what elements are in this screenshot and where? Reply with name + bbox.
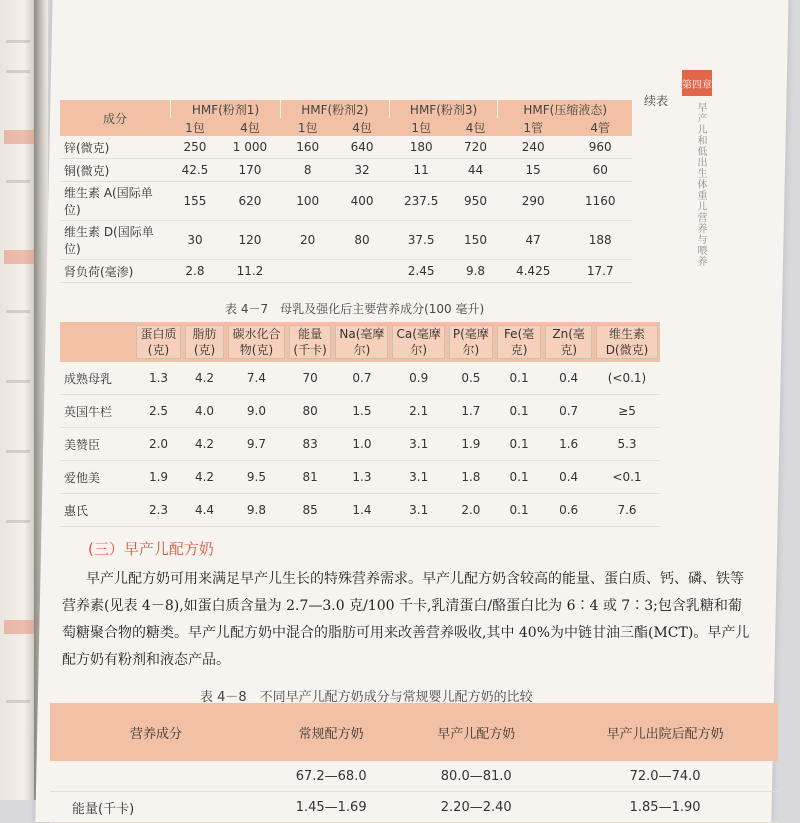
hmf-nutrient-table [60,100,632,283]
table-cell: 155 [171,182,220,221]
row-label: 爱他美 [60,461,134,494]
table2-header-label: 脂肪(克) [185,325,224,359]
table-cell: 11.2 [219,260,280,283]
table1-subhead: 4包 [352,120,372,135]
table-cell: 160 [280,136,334,159]
table2-header-label: Zn(毫克) [545,325,592,359]
table-cell: 2.8 [171,260,220,283]
table2-header-label: 能量(千卡) [289,325,332,359]
table1-subhead: 1包 [411,120,431,135]
table-cell: 72.0—74.0 [552,761,778,792]
table2-header [226,322,287,362]
table-cell: 3.1 [390,428,446,461]
table-cell: 2.45 [389,260,453,283]
table2-corner [60,322,134,362]
table-cell: 0.7 [543,395,594,428]
row-label: 铜(微克) [60,159,171,182]
table-cell: 400 [335,182,389,221]
table-cell: 30 [171,221,220,260]
table-cell: (<0.1) [594,362,660,395]
table2-header [390,322,446,362]
table-cell [335,260,389,283]
table-cell: 0.1 [495,395,543,428]
table-cell: ≥5 [594,395,660,428]
row-label: 惠氏 [60,494,134,527]
table-cell: 4.2 [183,428,226,461]
chapter-side-text: 早产儿和低出生体重儿营养与喂养 [695,102,706,267]
row-label: 维生素 D(国际单位) [60,221,171,260]
table-row [60,362,660,395]
table-cell: 2.1 [390,395,446,428]
row-label: 英国牛栏 [60,395,134,428]
table-cell: 42.5 [171,159,220,182]
table-cell: 17.7 [568,260,632,283]
table-cell: 9.8 [226,494,287,527]
continued-label: 续表 [644,94,669,108]
table-cell: 1.8 [447,461,495,494]
table2-header-label: 蛋白质(克) [136,325,181,359]
table-cell: 3.1 [390,461,446,494]
table-cell: 1.5 [333,395,390,428]
table2-header [594,322,660,362]
table-cell: 290 [498,182,568,221]
table-cell: 180 [389,136,453,159]
table3-header: 早产儿出院后配方奶 [606,726,724,742]
row-label: 肾负荷(毫渗) [60,260,171,283]
table-row [60,182,632,221]
table3-caption: 表 4－8 不同早产儿配方奶成分与常规婴儿配方奶的比较 [200,690,533,705]
table-cell: 80.0—81.0 [400,761,552,792]
chapter-side-tab: 第四章 [682,70,712,96]
table-cell: 1.0 [333,428,390,461]
section-title: (三）早产儿配方奶 [88,540,214,558]
table1-subhead: 1包 [185,120,205,135]
table-cell: 80 [287,395,334,428]
table-cell: 0.1 [495,362,543,395]
row-label [50,761,262,792]
table-cell: <0.1 [594,461,660,494]
table2-header [495,322,543,362]
table-cell: 720 [453,136,498,159]
table-cell: 1 000 [219,136,280,159]
table-cell: 7.4 [226,362,287,395]
table-cell: 2.5 [134,395,183,428]
table-cell: 0.4 [543,362,594,395]
table-cell: 81 [287,461,334,494]
row-label: 锌(微克) [60,136,171,159]
table-cell: 250 [171,136,220,159]
table-cell: 37.5 [389,221,453,260]
table-cell: 100 [280,182,334,221]
formula-comparison-table [50,703,778,823]
table-cell: 960 [568,136,632,159]
row-label: 维生素 A(国际单位) [60,182,171,221]
table1-subhead: 4包 [240,120,260,135]
table2-header [183,322,226,362]
table-cell: 0.9 [390,362,446,395]
table-cell: 85 [287,494,334,527]
table-cell: 1160 [568,182,632,221]
table-cell: 15 [498,159,568,182]
table2-header [447,322,495,362]
table2-header [543,322,594,362]
table2-header-label: 碳水化合物(克) [228,325,285,359]
table-row [60,428,660,461]
table-cell: 32 [335,159,389,182]
table-cell: 1.85—1.90 [552,792,778,823]
table1-subhead: 4包 [465,120,486,135]
table-cell: 47 [498,221,568,260]
table1-group-4: HMF(压缩液态) [498,100,632,118]
table-row [60,395,660,428]
table-cell: 9.8 [453,260,498,283]
table-cell: 11 [389,159,453,182]
table-cell: 1.6 [543,428,594,461]
table-cell: 60 [568,159,632,182]
table2-caption: 表 4－7 母乳及强化后主要营养成分(100 毫升) [225,302,485,316]
table-cell [280,260,334,283]
table1-subhead: 1管 [523,120,543,135]
table-row [60,159,632,182]
table-row [50,761,778,792]
table-cell: 950 [453,182,498,221]
table-cell: 2.0 [447,494,495,527]
table-cell: 237.5 [389,182,453,221]
table-cell: 1.9 [447,428,495,461]
table2-header-label: P(毫摩尔) [449,325,493,359]
table1-group-3: HMF(粉剂3) [389,100,498,118]
table2-header [287,322,334,362]
table-cell: 9.0 [226,395,287,428]
table-cell: 8 [280,159,334,182]
table-cell: 0.4 [543,461,594,494]
table2-header-label: Ca(毫摩尔) [392,325,444,359]
table-cell: 0.1 [495,428,543,461]
table-cell: 5.3 [594,428,660,461]
table3-header: 营养成分 [129,726,182,742]
table2-header-label: 维生素 D(微克) [596,325,658,359]
table-row [60,461,660,494]
body-paragraph: 早产儿配方奶可用来满足早产儿生长的特殊营养需求。早产儿配方奶含较高的能量、蛋白质、钙、磷、铁等营养素(见表 4－8),如蛋白质含量为 2.7—3.0 克/100 千卡,乳清蛋白/酪蛋白比为 6∶4 或 7∶3;包含乳糖和葡萄糖聚合物的糖类。早产儿配方奶中混合的脂肪可用来改善营养吸收,其中 40%为中链甘油三酯(MCT)。早产儿配方奶有粉剂和液态产品。 [62,571,750,668]
table2-header [134,322,183,362]
table-cell: 44 [453,159,498,182]
table-cell: 0.1 [495,494,543,527]
table-cell: 0.7 [333,362,390,395]
table-row [60,494,660,527]
table-cell: 120 [219,221,280,260]
table-cell: 4.2 [183,362,226,395]
row-label: 能量(千卡) [50,792,262,823]
table2-header-label: Na(毫摩尔) [335,325,388,359]
row-label: 美赞臣 [60,428,134,461]
table-cell: 150 [453,221,498,260]
table-cell: 4.0 [183,395,226,428]
table-row [60,136,632,159]
table1-group-1: HMF(粉剂1) [171,100,281,118]
table3-header: 早产儿配方奶 [437,726,516,742]
row-label: 成熟母乳 [60,362,134,395]
table-cell: 67.2—68.0 [262,761,400,792]
table-cell: 80 [335,221,389,260]
table-cell: 2.20—2.40 [400,792,552,823]
table-cell: 0.5 [447,362,495,395]
table1-subhead: 1包 [297,120,318,135]
table-cell: 4.4 [183,494,226,527]
table-cell: 1.4 [333,494,390,527]
table-cell: 4.425 [498,260,568,283]
table3-header: 常规配方奶 [298,726,364,742]
table2-header-label: Fe(毫克) [497,325,541,359]
table2-header [333,322,390,362]
table-cell: 0.1 [495,461,543,494]
table-cell: 2.3 [134,494,183,527]
table-cell: 1.3 [333,461,390,494]
table-cell: 240 [498,136,568,159]
table-cell: 3.1 [390,494,446,527]
table-cell: 9.5 [226,461,287,494]
table-row [50,792,778,823]
table-cell: 9.7 [226,428,287,461]
table-cell: 70 [287,362,334,395]
table-cell: 4.2 [183,461,226,494]
table1-group-2: HMF(粉剂2) [280,100,389,118]
table-cell: 1.9 [134,461,183,494]
table-cell: 7.6 [594,494,660,527]
table-cell: 0.6 [543,494,594,527]
table-cell: 188 [568,221,632,260]
table-cell: 170 [219,159,280,182]
table-cell: 1.7 [447,395,495,428]
table-cell: 1.3 [134,362,183,395]
table-row [60,221,632,260]
table-cell: 640 [335,136,389,159]
table1-subhead: 4管 [590,120,611,135]
breastmilk-fortified-table [60,322,660,527]
table-row [60,260,632,283]
table-cell: 20 [280,221,334,260]
page-content [60,0,800,817]
table1-header-col: 成分 [102,111,127,126]
table-cell: 83 [287,428,334,461]
table-cell: 2.0 [134,428,183,461]
table-cell: 1.45—1.69 [262,792,400,823]
table-cell: 620 [219,182,280,221]
